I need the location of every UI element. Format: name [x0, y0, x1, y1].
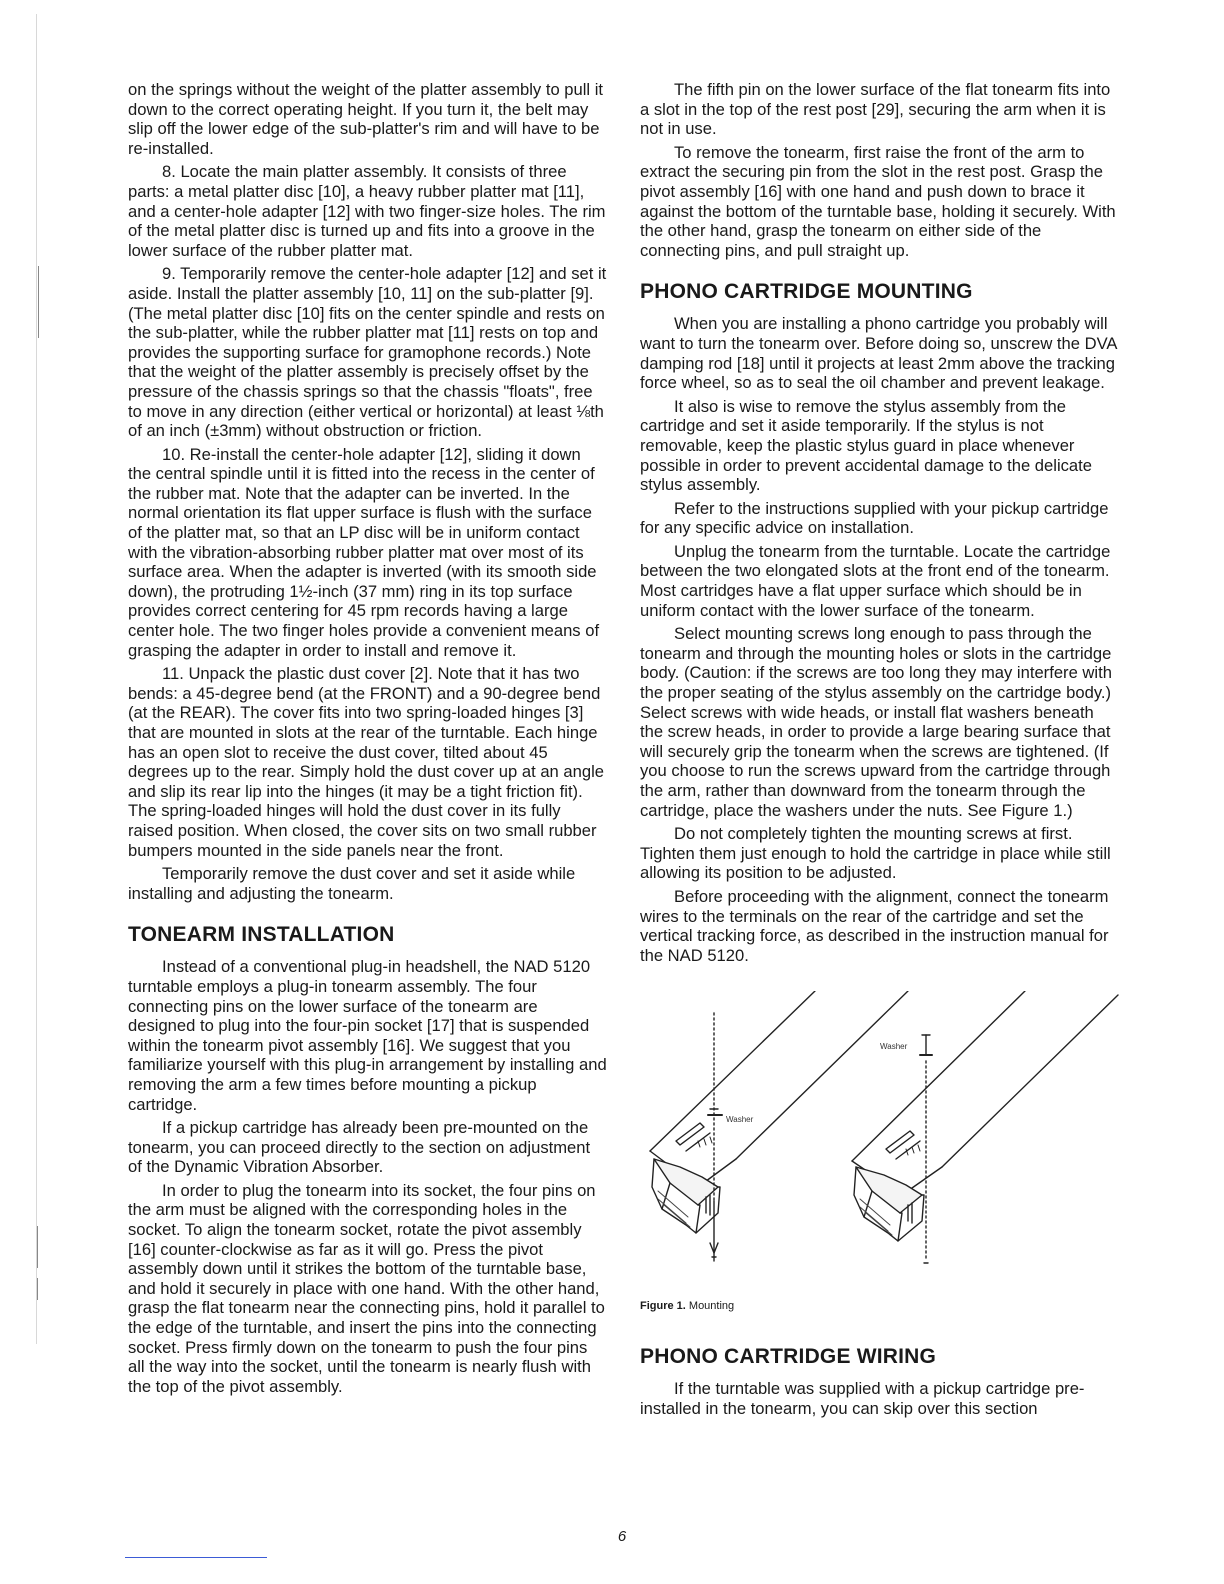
paragraph: To remove the tonearm, first raise the front of the arm to extract the securing pin from the slot in the rest post. Grasp the pivot assembly [16] with one hand and push down to brace it against the bottom of the turntable base, holding it securely. With the other hand, grasp the tonearm on either side of the connecting pins, and pull straight up.	[640, 142, 1116, 260]
paragraph: Do not completely tighten the mounting screws at first. Tighten them just enough to hold the cartridge in place while still allowing its position to be adjusted.	[640, 824, 1111, 883]
paragraph: In order to plug the tonearm into its socket, the four pins on the arm must be aligned with the corresponding holes in the socket. To align the tonearm socket, rotate the pivot assembly [16] counter-clockwise as far as it will go. Press the pivot assembly down until it strikes the bottom of the turntable base, and hold it securely in place with one hand. With the other hand, grasp the flat tonearm near the connecting pins, hold it parallel to the edge of the turntable, and insert the pins into the connecting socket. Press firmly down on the tonearm to push the four pins all the way into the socket, until the tonearm is nearly flush with the top of the pivot assembly.	[128, 1180, 605, 1396]
paragraph: 10. Re-install the center-hole adapter [12], sliding it down the central spindle until it is fitted into the recess in the center of the rubber mat. Note that the adapter can be inverted. In the normal orientation its flat upper surface is flush with the surface of the platter mat, so that an LP disc will be in uniform contact with the vibration-absorbing rubber platter mat over most of its surface area. When the adapter is inverted (with its smooth side down), the protruding 1½-inch (37 mm) ring in its top surface provides correct centering for 45 rpm records having a large center hole. The two finger holes provide a convenient means of grasping the adapter in order to install and remove it.	[128, 444, 600, 660]
figure-caption	[640, 1297, 1120, 1317]
footnote-rule	[125, 1557, 267, 1558]
paragraph: 9. Temporarily remove the center-hole adapter [12] and set it aside. Install the platter assembly [10, 11] on the sub-platter [9]. (The metal platter disc [10] fits on the center spindle and rests on the sub-platter, while the rubber platter mat [11] rests on top and provides the supporting surface for gramophone records.) Note that the weight of the platter assembly is precisely offset by the pressure of the chassis springs so that the chassis "floats", free to move in any direction (either vertical or horizontal) at least ⅛th of an inch (±3mm) without obstruction or friction.	[128, 264, 607, 441]
figure-caption-text: Mounting	[688, 1300, 735, 1313]
washer-label-right: Washer	[880, 1042, 908, 1052]
left-column	[128, 80, 608, 1396]
figure-mounting	[640, 991, 1120, 1291]
figure-caption-label: Figure 1.	[640, 1300, 686, 1313]
washer-label-left: Washer	[726, 1115, 754, 1125]
paragraph: When you are installing a phono cartridge you probably will want to turn the tonearm over. Before doing so, unscrew the DVA damping rod [18] until it projects at least 2mm above the tracking force wheel, so as to seal the oil chamber and prevent leakage.	[640, 314, 1117, 393]
paragraph: If a pickup cartridge has already been pre-mounted on the tonearm, you can proceed directly to the section on adjustment of the Dynamic Vibration Absorber.	[128, 1118, 591, 1177]
right-column	[640, 80, 1120, 1418]
paragraph: If the turntable was supplied with a pickup cartridge pre-installed in the tonearm, you can skip over this section	[640, 1378, 1085, 1418]
right-cartridge-assembly	[852, 991, 1118, 1263]
paragraph: 8. Locate the main platter assembly. It consists of three parts: a metal platter disc [10], a heavy rubber platter mat [11], and a center-hole adapter [12] with two finger-size holes. The rim of the metal platter disc is turned up and fits into a groove in the lower surface of the rubber platter mat.	[128, 162, 606, 260]
paragraph: It also is wise to remove the stylus assembly from the cartridge and set it aside temporarily. If the stylus is not removable, keep the plastic stylus guard in place whenever possible in order to prevent accidental damage to the delicate stylus assembly.	[640, 396, 1093, 495]
section-heading-tonearm-installation: TONEARM INSTALLATION	[128, 923, 395, 947]
scan-margin-mark	[36, 14, 37, 1344]
paragraph: on the springs without the weight of the platter assembly to pull it down to the correct operating height. If you turn it, the belt may slip off the lower edge of the sub-platter's rim and will have to be re-installed.	[128, 80, 604, 158]
section-heading-cartridge-wiring: PHONO CARTRIDGE WIRING	[640, 1344, 937, 1368]
section-heading-cartridge-mounting: PHONO CARTRIDGE MOUNTING	[640, 280, 973, 304]
paragraph: Instead of a conventional plug-in headshell, the NAD 5120 turntable employs a plug-in tonearm assembly. The four connecting pins on the lower surface of the tonearm are designed to plug into the four-pin socket [17] that is suspended within the tonearm pivot assembly [16]. We suggest that you familiarize yourself with this plug-in arrangement by installing and removing the arm a few times before mounting a pickup cartridge.	[128, 957, 607, 1114]
scan-margin-mark	[37, 1226, 38, 1268]
scan-margin-mark	[38, 266, 39, 338]
scan-margin-mark	[37, 1278, 38, 1300]
cartridge-mounting-illustration	[640, 991, 1120, 1291]
paragraph: The fifth pin on the lower surface of the flat tonearm fits into a slot in the top of the rest post [29], securing the arm when it is not in use.	[640, 80, 1111, 139]
paragraph: Unplug the tonearm from the turntable. Locate the cartridge between the two elongated slots at the front end of the tonearm. Most cartridges have a flat upper surface which should be in uniform contact with the lower surface of the tonearm.	[640, 541, 1111, 620]
page-number: 6	[617, 1528, 627, 1545]
paragraph: Select mounting screws long enough to pass through the tonearm and through the mounting holes or slots in the cartridge body. (Caution: if the screws are too long they may interfere with the proper seating of the stylus assembly on the cartridge body.) Select screws with wide heads, or install flat washers beneath the screw heads, in order to provide a large bearing surface that will securely grip the tonearm when the screws are tightened. (If you choose to run the screws upward from the cartridge through the arm, rather than downward from the tonearm through the cartridge, place the washers under the nuts. See Figure 1.)	[640, 624, 1112, 820]
paragraph: Refer to the instructions supplied with your pickup cartridge for any specific advice on installation.	[640, 498, 1109, 538]
paragraph: 11. Unpack the plastic dust cover [2]. Note that it has two bends: a 45-degree bend (at the FRONT) and a 90-degree bend (at the REAR). The cover fits into two spring-loaded hinges [3] that are mounted in slots at the rear of the turntable. Each hinge has an open slot to receive the dust cover, tilted about 45 degrees up to the rear. Simply hold the dust cover up at an angle and slip its rear lip into the hinges (it may be a tight friction fit). The spring-loaded hinges will hold the dust cover in its fully raised position. When closed, the cover sits on two small rubber bumpers mounted in the side panels near the front.	[128, 664, 604, 860]
paragraph: Before proceeding with the alignment, connect the tonearm wires to the terminals on the rear of the cartridge and set the vertical tracking force, as described in the instruction manual for the NAD 5120.	[640, 886, 1109, 965]
paragraph: Temporarily remove the dust cover and set it aside while installing and adjusting the tonearm.	[128, 864, 576, 903]
